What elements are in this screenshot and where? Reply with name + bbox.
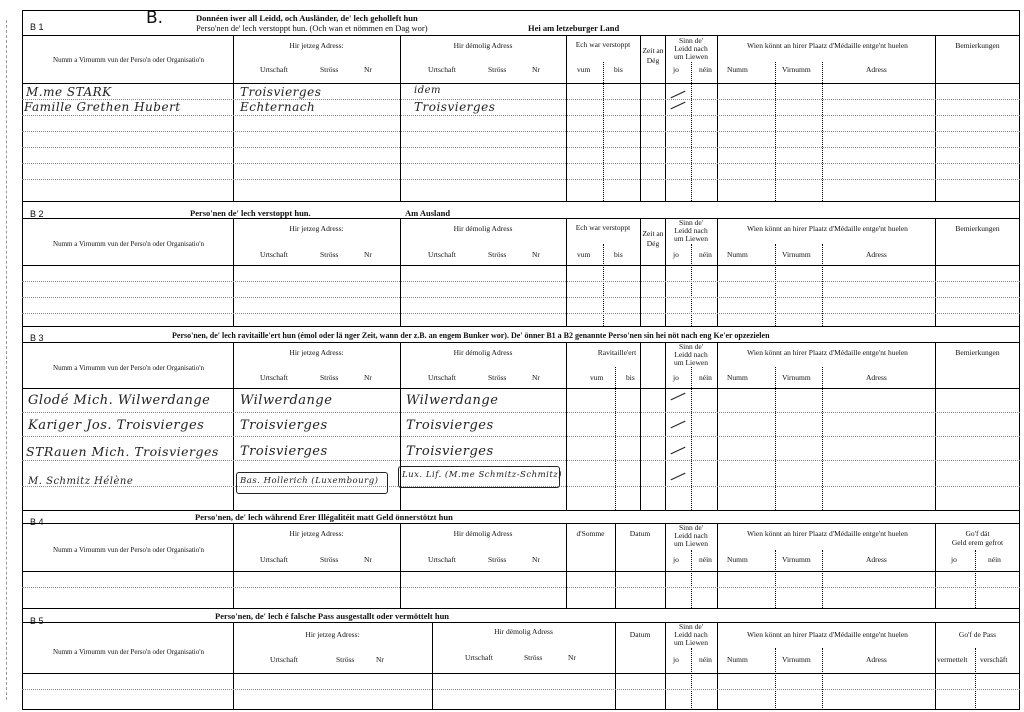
col-address: Adress (866, 373, 887, 382)
rule (22, 571, 1020, 572)
col-street: Ströss (336, 655, 355, 664)
col-remarks: Bemierkungen (955, 348, 1000, 357)
col-nr: Nr (532, 250, 540, 259)
col-alive-1: Sinn de' (678, 523, 704, 532)
b3-row2-name: Kariger Jos. Troisvierges (28, 418, 205, 433)
b1-row1-city: Troisvierges (240, 85, 322, 99)
col-town: Urtschaft (270, 655, 298, 664)
col-alive-3: um Liewen (674, 539, 708, 548)
row-rule (22, 115, 1020, 116)
col-yes: jo (673, 655, 679, 664)
col-former-address: Hir démolig Adress (453, 41, 513, 50)
rule (233, 218, 234, 326)
col-firstname: Virnumm (782, 250, 811, 259)
col-town: Urtschaft (428, 555, 456, 564)
col-pass-given: Go'f de Pass (958, 630, 997, 639)
rule (22, 510, 1020, 511)
col-hidden: Ech war verstoppt (575, 40, 631, 49)
b3-row1-city: Wilwerdange (240, 393, 333, 408)
rule (400, 35, 401, 201)
col-former-address: Hir démolig Adress (453, 224, 513, 233)
rule (233, 342, 234, 510)
col-name: Numm a Virnumm vun der Perso'n oder Organisatio'n (53, 648, 204, 656)
b3-row3-former: Troisvierges (406, 444, 494, 459)
col-alive-2: Leidd nach (674, 531, 708, 540)
rule (22, 608, 1020, 609)
rule (822, 648, 823, 710)
b3-row1-name: Glodé Mich. Wilwerdange (28, 393, 211, 408)
rule (22, 342, 1020, 343)
col-yes: jo (951, 555, 957, 564)
col-former-address: Hir démolig Adress (453, 348, 513, 357)
b1-row1-former: idem (414, 85, 441, 96)
section-title: Perso'nen, de' lech ravitaille'ert hun (émol oder lä nger Zeit, wann der z.B. an engem Bunker wor). De' önner B1 a B2 genannte Perso'nen sin hei nöt nach eng Ke'er opzezielen (172, 331, 770, 340)
col-alive-1: Sinn de' (678, 218, 704, 227)
col-to: bis (626, 373, 635, 382)
col-street: Ströss (488, 250, 507, 259)
col-alive-1: Sinn de' (678, 342, 704, 351)
col-surname: Numm (727, 373, 748, 382)
col-name: Numm a Virnumm vun der Perso'n oder Organisatio'n (53, 56, 204, 64)
form-title: Donnéen iwer all Leidd, och Ausländer, de' lech geholleft hun (196, 13, 418, 23)
col-current-address: Hir jetzeg Adress: (289, 224, 344, 233)
rule (775, 550, 776, 608)
col-town: Urtschaft (428, 250, 456, 259)
row-rule (22, 131, 1020, 132)
rule (935, 342, 936, 510)
b3-row3-city: Troisvierges (240, 444, 328, 459)
col-name: Numm a Virnumm vun der Perso'n oder Organisatio'n (53, 546, 204, 554)
col-town: Urtschaft (465, 653, 493, 662)
col-medal: Wien könnt an hirer Plaatz d'Médaille entge'nt huelen (747, 348, 908, 357)
col-procured: verschäft (980, 655, 1008, 664)
col-alive-1: Sinn de' (678, 36, 704, 45)
col-nr: Nr (364, 373, 372, 382)
row-rule (22, 412, 1020, 413)
form-mark: B. (146, 8, 164, 28)
col-from: vum (590, 373, 604, 382)
col-current-address: Hir jetzeg Adress: (289, 529, 344, 538)
rule (22, 218, 1020, 219)
col-nr: Nr (532, 65, 540, 74)
col-address: Adress (866, 65, 887, 74)
rule (22, 83, 1020, 84)
rule (691, 367, 692, 510)
rule (233, 35, 234, 201)
col-nr: Nr (364, 250, 372, 259)
col-firstname: Virnumm (782, 65, 811, 74)
col-supplied: Ravitaille'ert (597, 348, 637, 357)
col-name: Numm a Virnumm vun der Perso'n oder Organisatio'n (53, 240, 204, 248)
col-medal: Wien könnt an hirer Plaatz d'Médaille entge'nt huelen (747, 630, 908, 639)
form-subtitle: Perso'nen de' lech verstoppt hun. (Och wan et nömmen en Dag wor) (196, 23, 428, 33)
col-no: néin (699, 373, 712, 382)
rule (615, 367, 616, 510)
form-subtitle-place: Hei am letzeburger Land (528, 23, 620, 33)
col-alive-3: um Liewen (674, 638, 708, 647)
rule (975, 648, 976, 710)
rule (717, 35, 718, 201)
col-nr: Nr (364, 65, 372, 74)
rule (640, 342, 641, 510)
col-medal: Wien könnt an hirer Plaatz d'Médaille entge'nt huelen (747, 224, 908, 233)
col-from: vum (577, 65, 591, 74)
col-medal: Wien könnt an hirer Plaatz d'Médaille entge'nt huelen (747, 529, 908, 538)
rule (566, 218, 567, 326)
rule (822, 550, 823, 608)
col-alive-3: um Liewen (674, 358, 708, 367)
col-current-address: Hir jetzeg Adress: (289, 348, 344, 357)
col-no: néin (699, 655, 712, 664)
row-rule (22, 689, 1020, 690)
col-no: néin (699, 250, 712, 259)
section-title: Perso'nen de' lech verstoppt hun. (190, 208, 311, 218)
b3-row4-former: Lux. Lif. (M.me Schmitz-Schmitz) (402, 470, 563, 480)
col-remarks: Bemierkungen (955, 41, 1000, 50)
col-alive-3: um Liewen (674, 52, 708, 61)
row-rule (22, 460, 1020, 461)
b1-row2-former: Troisvierges (414, 100, 496, 114)
rule (717, 218, 718, 326)
col-current-address: Hir jetzeg Adress: (305, 630, 360, 639)
col-street: Ströss (320, 250, 339, 259)
col-alive-3: um Liewen (674, 234, 708, 243)
section-title-place: Am Ausland (405, 208, 451, 218)
col-firstname: Virnumm (782, 555, 811, 564)
col-street: Ströss (320, 555, 339, 564)
col-address: Adress (866, 655, 887, 664)
b3-row4-city: Bas. Hollerich (Luxembourg) (240, 476, 379, 486)
col-nr: Nr (364, 555, 372, 564)
rule (22, 326, 1020, 327)
row-rule (22, 163, 1020, 164)
margin-perforation (6, 20, 7, 700)
rule (691, 550, 692, 608)
col-nr: Nr (532, 555, 540, 564)
col-to: bis (614, 250, 623, 259)
section-code: B 5 (30, 616, 44, 626)
col-days: Zeit an Dég (642, 229, 664, 248)
col-alive-2: Leidd nach (674, 226, 708, 235)
rule (717, 622, 718, 710)
col-surname: Numm (727, 555, 748, 564)
col-days: Zeit an Dég (642, 46, 664, 65)
col-address: Adress (866, 250, 887, 259)
section-title: Perso'nen, de' lech é falsche Pass ausgestallt oder vermöttelt hun (215, 611, 450, 621)
col-yes: jo (673, 373, 679, 382)
rule (22, 523, 1020, 524)
rule (22, 201, 1020, 202)
col-firstname: Virnumm (782, 655, 811, 664)
col-current-address: Hir jetzeg Adress: (289, 41, 344, 50)
section-code: B 3 (30, 333, 44, 343)
col-no: néin (988, 555, 1001, 564)
col-town: Urtschaft (260, 555, 288, 564)
b3-row4-name: M. Schmitz Hélène (28, 476, 134, 487)
row-rule (22, 281, 1020, 282)
rule (822, 367, 823, 510)
row-rule (22, 147, 1020, 148)
row-rule (22, 179, 1020, 180)
col-street: Ströss (524, 653, 543, 662)
col-town: Urtschaft (260, 250, 288, 259)
rule (566, 342, 567, 510)
col-alive-2: Leidd nach (674, 630, 708, 639)
col-money-asked-1: Go'f dät (965, 529, 990, 538)
col-date: Datum (629, 529, 651, 538)
rule (691, 648, 692, 710)
col-from: vum (577, 250, 591, 259)
col-alive-2: Leidd nach (674, 44, 708, 53)
col-no: néin (699, 65, 712, 74)
rule (935, 218, 936, 326)
row-rule (22, 313, 1020, 314)
rule (717, 523, 718, 608)
col-town: Urtschaft (260, 373, 288, 382)
col-street: Ströss (488, 65, 507, 74)
col-nr: Nr (532, 373, 540, 382)
rule (935, 35, 936, 201)
col-former-address: Hir démolig Adress (453, 529, 513, 538)
col-sum: d'Somme (576, 529, 605, 538)
col-money-asked-2: Geld erem gefrot (951, 538, 1004, 547)
col-street: Ströss (320, 373, 339, 382)
section-code: B 1 (30, 22, 44, 32)
section-code: B 2 (30, 209, 44, 219)
rule (22, 35, 1020, 36)
col-street: Ströss (488, 373, 507, 382)
col-alive-1: Sinn de' (678, 622, 704, 631)
rule (975, 550, 976, 608)
col-street: Ströss (488, 555, 507, 564)
col-town: Urtschaft (260, 65, 288, 74)
col-surname: Numm (727, 65, 748, 74)
col-address: Adress (866, 555, 887, 564)
col-nr: Nr (568, 653, 576, 662)
rule (22, 673, 1020, 674)
col-alive-2: Leidd nach (674, 350, 708, 359)
b1-row1-name: M.me STARK (26, 85, 112, 99)
col-to: bis (614, 65, 623, 74)
col-yes: jo (673, 555, 679, 564)
col-yes: jo (673, 250, 679, 259)
rule (566, 35, 567, 201)
section-code: B 4 (30, 517, 44, 527)
b3-row3-name: STRauen Mich. Troisvierges (26, 444, 219, 459)
row-rule (22, 436, 1020, 437)
row-rule (22, 297, 1020, 298)
b3-row1-former: Wilwerdange (406, 393, 499, 408)
rule (22, 388, 1020, 389)
col-yes: jo (673, 65, 679, 74)
col-remarks: Bemierkungen (955, 224, 1000, 233)
col-former-address: Hir démolig Adress (494, 627, 553, 636)
col-no: néin (699, 555, 712, 564)
rule (400, 218, 401, 326)
b3-row2-city: Troisvierges (240, 418, 328, 433)
b1-row2-name: Famille Grethen Hubert (24, 100, 181, 114)
col-street: Ströss (320, 65, 339, 74)
rule (775, 367, 776, 510)
rule (717, 342, 718, 510)
col-firstname: Virnumm (782, 373, 811, 382)
col-name: Numm a Virnumm vun der Perso'n oder Organisatio'n (53, 364, 204, 372)
b3-row2-former: Troisvierges (406, 418, 494, 433)
col-date: Datum (629, 630, 651, 639)
col-surname: Numm (727, 250, 748, 259)
col-nr: Nr (376, 655, 384, 664)
col-town: Urtschaft (428, 373, 456, 382)
rule (775, 648, 776, 710)
b1-row2-city: Echternach (240, 100, 316, 114)
rule (22, 265, 1020, 266)
col-hidden: Ech war verstoppt (575, 223, 631, 232)
col-town: Urtschaft (428, 65, 456, 74)
col-medal: Wien könnt an hirer Plaatz d'Médaille entge'nt huelen (747, 41, 908, 50)
col-surname: Numm (727, 655, 748, 664)
rule (22, 622, 1020, 623)
section-title: Perso'nen, de' lech während Erer Illégalitéit matt Geld önnerstötzt hun (195, 512, 453, 522)
col-brokered: vermettelt (937, 655, 968, 664)
row-rule (22, 587, 1020, 588)
